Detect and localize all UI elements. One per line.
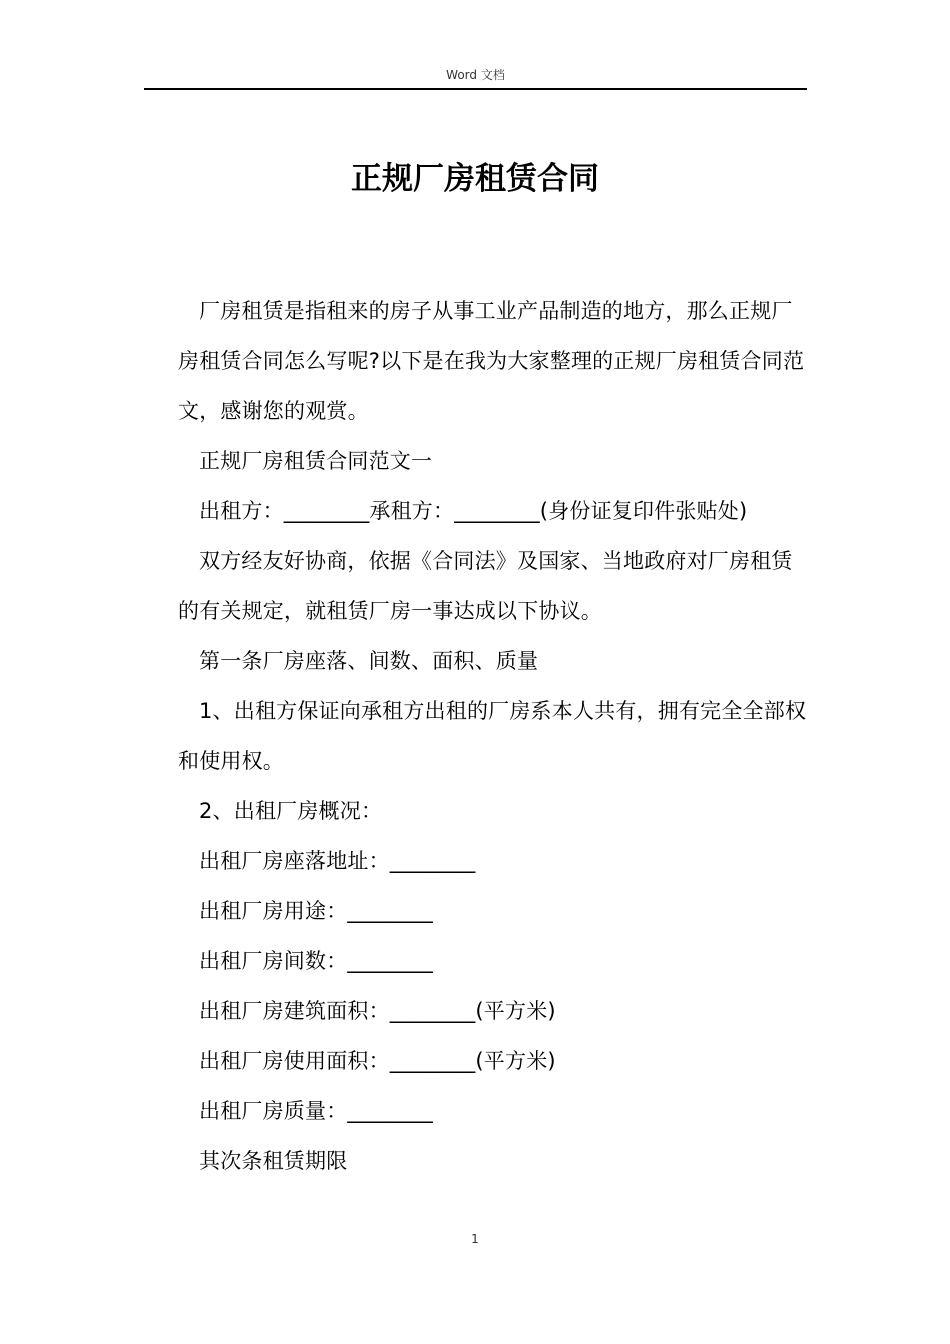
header-text: Word 文档 xyxy=(446,68,505,82)
page-number: 1 xyxy=(471,1232,479,1246)
paragraph-usage: 出租厂房用途：________ xyxy=(199,899,433,923)
paragraph-article-2: 其次条租赁期限 xyxy=(199,1149,348,1173)
page-header xyxy=(144,64,807,90)
paragraph-sample-heading: 正规厂房租赁合同范文一 xyxy=(199,449,433,473)
paragraph-usable-area: 出租厂房使用面积：________(平方米) xyxy=(199,1049,556,1073)
paragraph-parties: 出租方：________承租方：________(身份证复印件张贴处) xyxy=(199,499,748,523)
paragraph-quality: 出租厂房质量：________ xyxy=(199,1099,433,1123)
paragraph-clause-2: 2、出租厂房概况： xyxy=(199,799,383,823)
document-title: 正规厂房租赁合同 xyxy=(351,161,599,197)
document-body xyxy=(178,286,808,1186)
paragraph-address: 出租厂房座落地址：________ xyxy=(199,849,476,873)
paragraph-rooms: 出租厂房间数：________ xyxy=(199,949,433,973)
paragraph-intro: 厂房租赁是指租来的房子从事工业产品制造的地方，那么正规厂房租赁合同怎么写呢?以下是在我为大家整理的正规厂房租赁合同范文，感谢您的观赏。 xyxy=(178,299,805,423)
paragraph-clause-1: 1、出租方保证向承租方出租的厂房系本人共有，拥有完全全部权和使用权。 xyxy=(178,699,807,773)
paragraph-building-area: 出租厂房建筑面积：________(平方米) xyxy=(199,999,556,1023)
paragraph-article-1: 第一条厂房座落、间数、面积、质量 xyxy=(199,649,539,673)
paragraph-agreement: 双方经友好协商，依据《合同法》及国家、当地政府对厂房租赁的有关规定，就租赁厂房一事达成以下协议。 xyxy=(178,549,793,623)
